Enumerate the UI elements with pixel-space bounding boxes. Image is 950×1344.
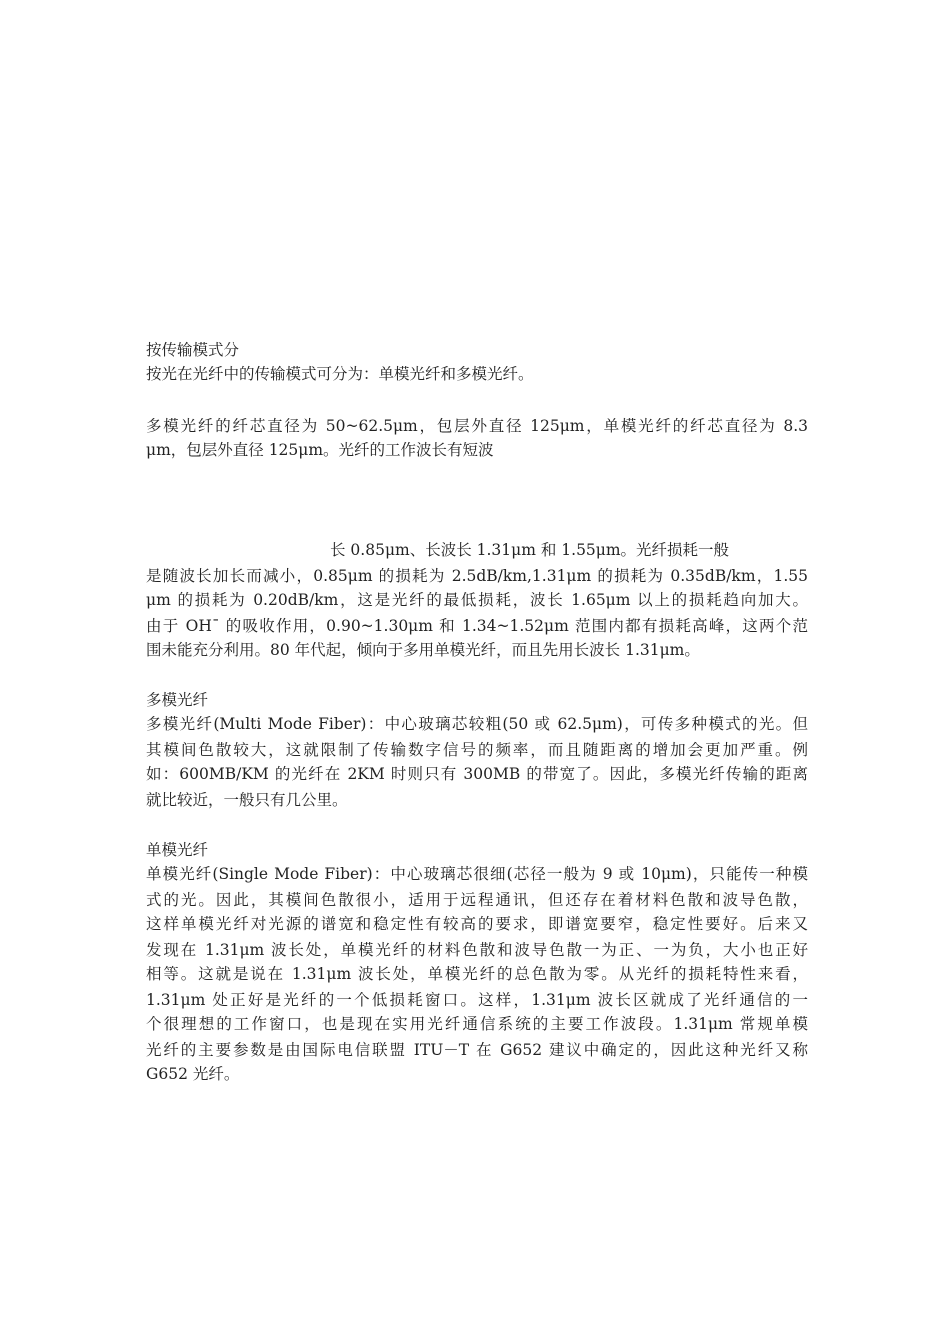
paragraph-line: 围未能充分利用。80 年代起，倾向于多用单模光纤，而且先用长波长 1.31μm。 bbox=[146, 641, 700, 659]
paragraph-line: 1.31μm 处正好是光纤的一个低损耗窗口。这样，1.31μm 波长区就成了光纤通信的一 bbox=[146, 991, 808, 1009]
paragraph-line: 个很理想的工作窗口，也是现在实用光纤通信系统的主要工作波段。1.31μm 常规单模 bbox=[146, 1015, 808, 1033]
paragraph-line: 就比较近，一般只有几公里。 bbox=[146, 791, 348, 809]
paragraph-line: 多模光纤的纤芯直径为 50~62.5μm，包层外直径 125μm，单模光纤的纤芯直径为 8.3 bbox=[146, 417, 808, 435]
section-heading-singlemode: 单模光纤 bbox=[146, 841, 209, 859]
paragraph-line: 这样单模光纤对光源的谱宽和稳定性有较高的要求，即谱宽要窄，稳定性要好。后来又 bbox=[146, 915, 808, 933]
paragraph-line: 其模间色散较大，这就限制了传输数字信号的频率，而且随距离的增加会更加严重。例 bbox=[146, 741, 808, 759]
paragraph-line: 由于 OH¯ 的吸收作用，0.90~1.30μm 和 1.34~1.52μm 范围内都有损耗高峰，这两个范 bbox=[146, 617, 808, 635]
paragraph-line: G652 光纤。 bbox=[146, 1065, 240, 1083]
paragraph-line: 是随波长加长而减小，0.85μm 的损耗为 2.5dB/km,1.31μm 的损耗为 0.35dB/km，1.55 bbox=[146, 567, 808, 585]
paragraph-line: 相等。这就是说在 1.31μm 波长处，单模光纤的总色散为零。从光纤的损耗特性来看， bbox=[146, 965, 808, 983]
section-heading-transmission-mode: 按传输模式分 bbox=[146, 341, 240, 359]
paragraph-line: 长 0.85μm、长波长 1.31μm 和 1.55μm。光纤损耗一般 bbox=[330, 541, 730, 559]
section-heading-multimode: 多模光纤 bbox=[146, 691, 209, 709]
paragraph-line: 单模光纤(Single Mode Fiber)：中心玻璃芯很细(芯径一般为 9 或 10μm)，只能传一种模 bbox=[146, 865, 808, 883]
paragraph-line: 如：600MB/KM 的光纤在 2KM 时则只有 300MB 的带宽了。因此，多模光纤传输的距离 bbox=[146, 765, 808, 783]
paragraph-line: μm，包层外直径 125μm。光纤的工作波长有短波 bbox=[146, 441, 494, 459]
paragraph-line: μm 的损耗为 0.20dB/km，这是光纤的最低损耗，波长 1.65μm 以上的损耗趋向加大。 bbox=[146, 591, 808, 609]
intro-line: 按光在光纤中的传输模式可分为：单模光纤和多模光纤。 bbox=[146, 365, 534, 383]
paragraph-line: 发现在 1.31μm 波长处，单模光纤的材料色散和波导色散一为正、一为负，大小也正好 bbox=[146, 941, 808, 959]
paragraph-line: 光纤的主要参数是由国际电信联盟 ITU－T 在 G652 建议中确定的，因此这种光纤又称 bbox=[146, 1041, 808, 1059]
paragraph-line: 式的光。因此，其模间色散很小，适用于远程通讯，但还存在着材料色散和波导色散， bbox=[146, 891, 808, 909]
paragraph-line: 多模光纤(Multi Mode Fiber)：中心玻璃芯较粗(50 或 62.5μm)，可传多种模式的光。但 bbox=[146, 715, 808, 733]
